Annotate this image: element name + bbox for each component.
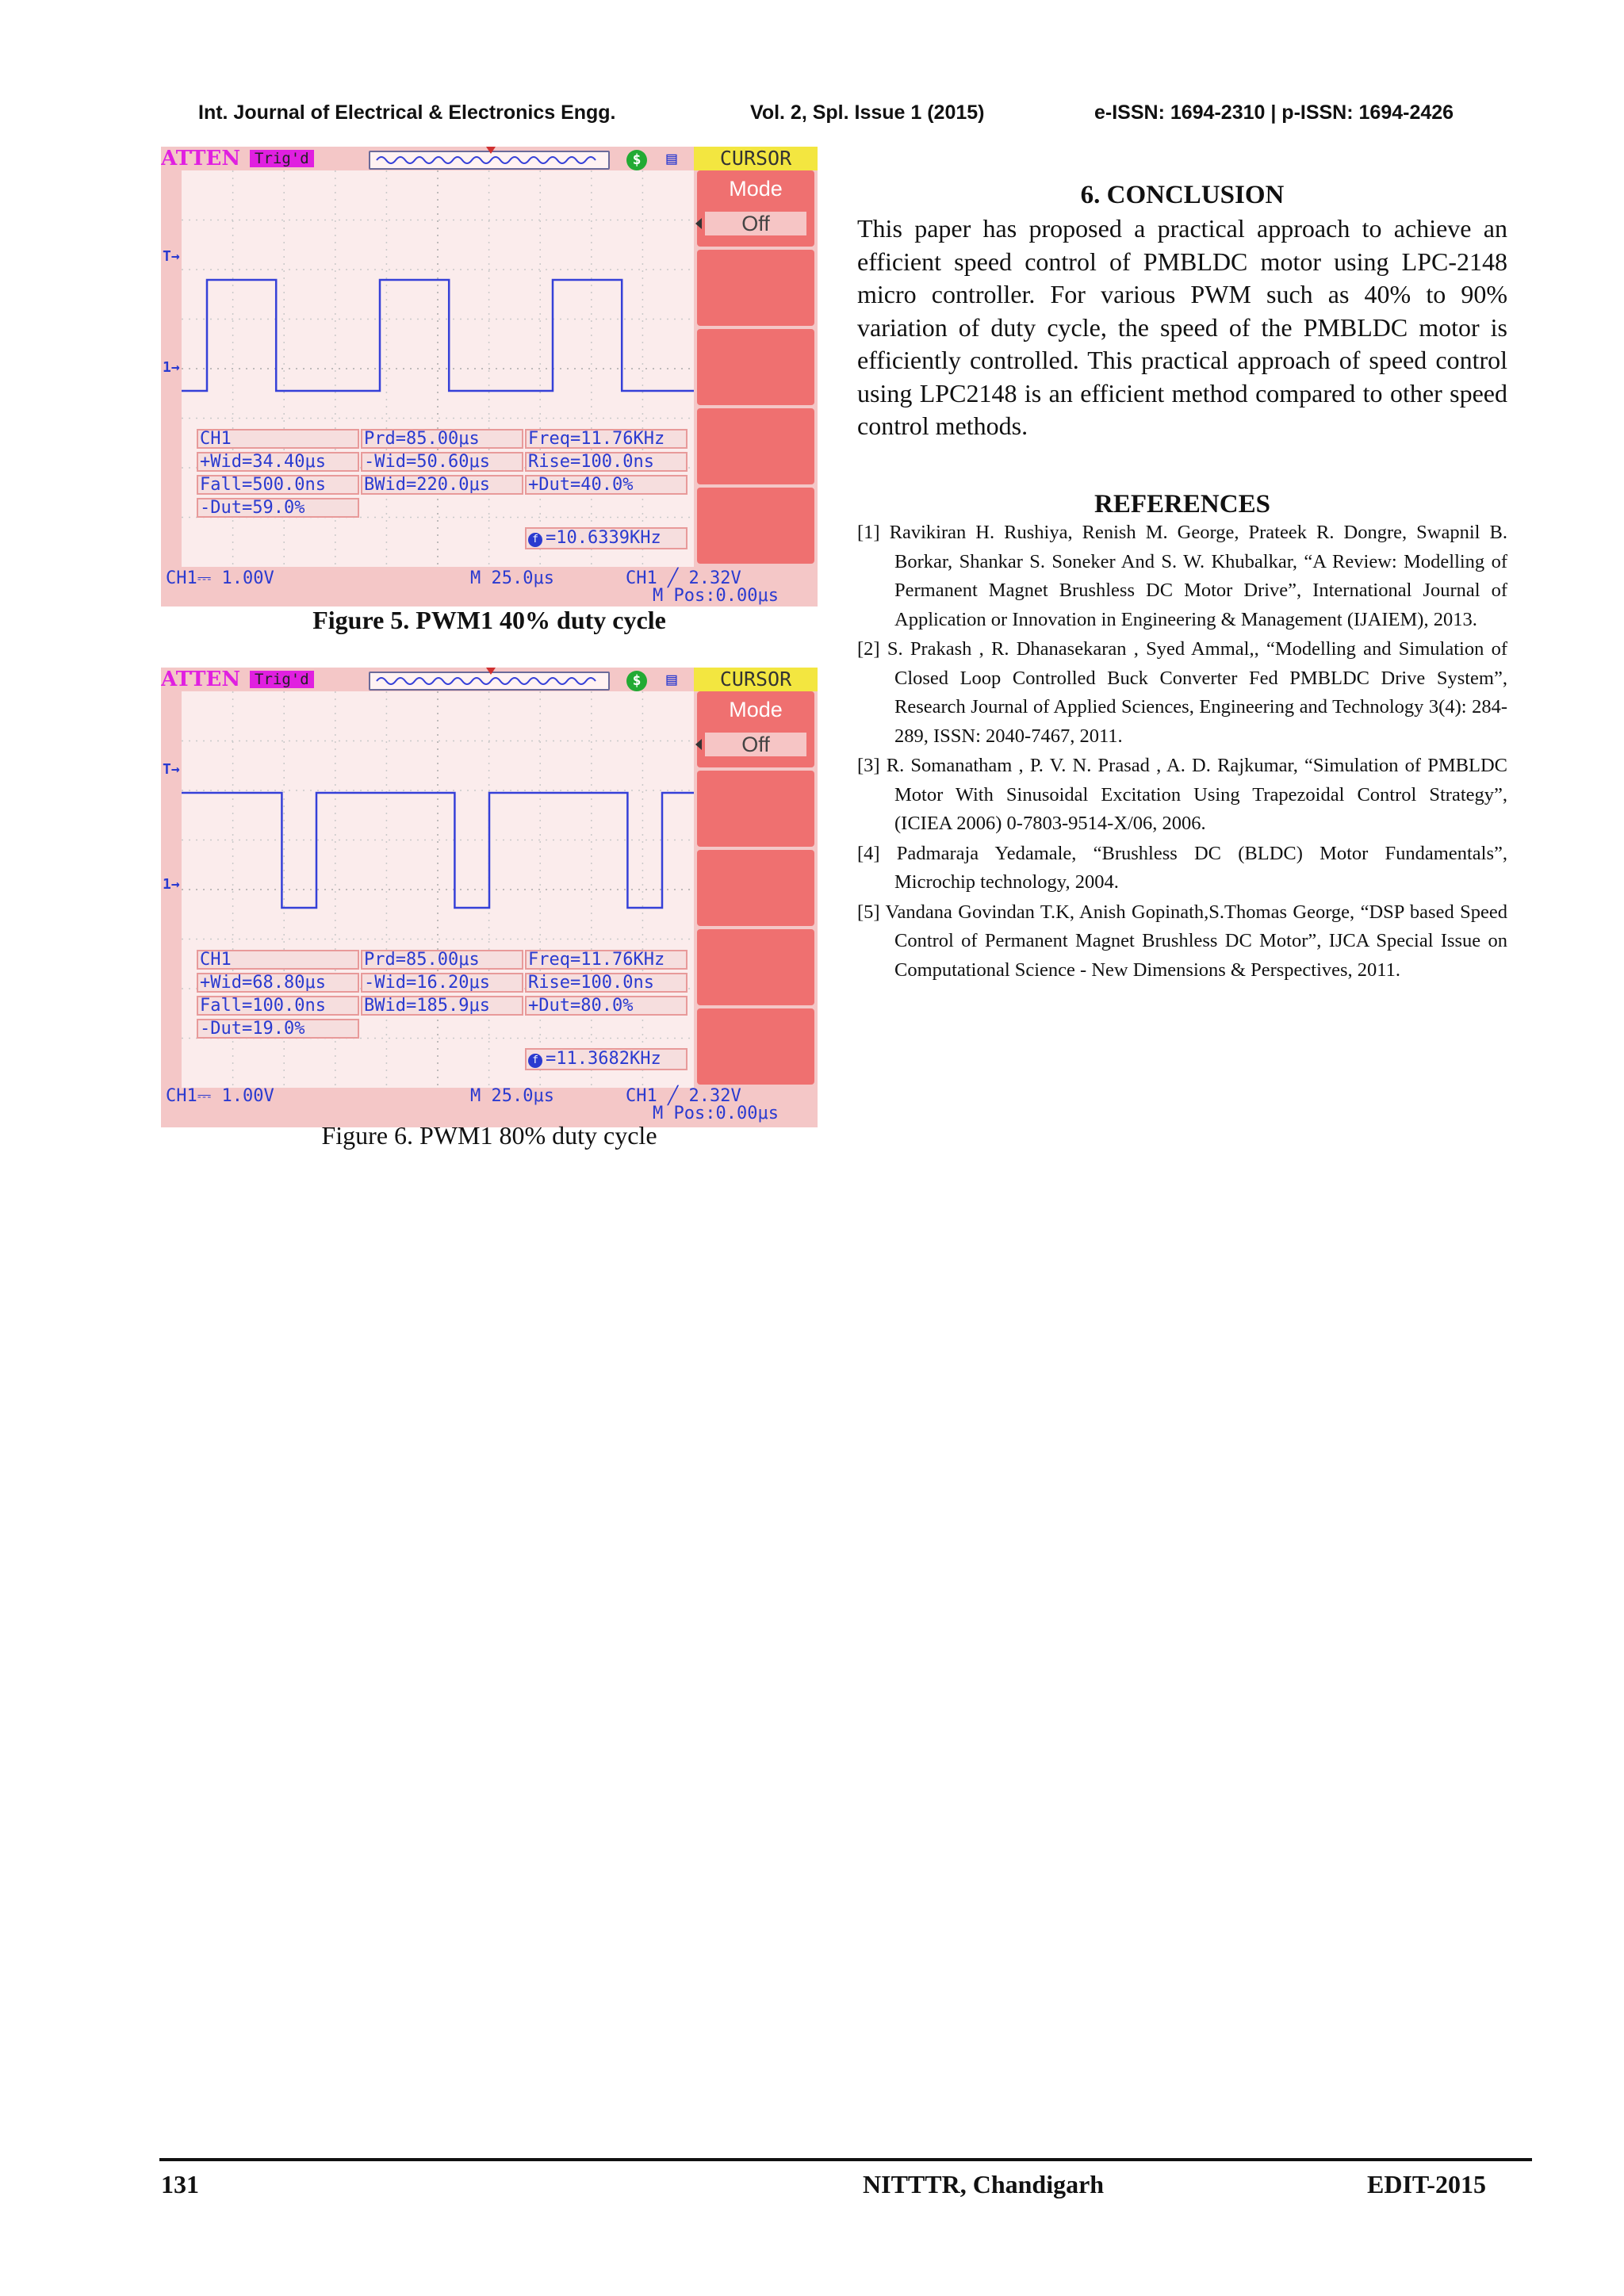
cursor-mode-button[interactable] [697, 170, 814, 247]
meas-rise-time: Rise=100.0ns [525, 452, 688, 472]
mode-label: Mode [729, 177, 783, 201]
trigger-position-icon [486, 147, 496, 154]
trigger-level-marker: T→ [163, 248, 180, 265]
menu-button-4[interactable] [697, 929, 814, 1005]
trigger-level: CH1 ╱ 2.32V [626, 1086, 741, 1106]
meas-period: Prd=85.00μs [361, 429, 523, 449]
journal-name: Int. Journal of Electrical & Electronics Engg. [198, 101, 616, 124]
meas-channel: CH1 [197, 950, 359, 970]
frequency-counter [525, 527, 688, 549]
meas-burst-width: BWid=220.0μs [361, 475, 523, 495]
mode-value-off: Off [705, 212, 806, 235]
meas-rise-time: Rise=100.0ns [525, 973, 688, 993]
menu-button-5[interactable] [697, 488, 814, 564]
frequency-counter [525, 1048, 688, 1070]
scope-top-bar [161, 147, 694, 170]
meas-frequency: Freq=11.76KHz [525, 950, 688, 970]
footer-institute: NITTTR, Chandigarh [863, 2170, 1105, 2198]
counter-value: =10.6339KHz [546, 528, 661, 548]
references-heading: REFERENCES [1094, 490, 1270, 519]
meas-negative-duty: -Dut=59.0% [197, 498, 359, 518]
cursor-menu [694, 147, 818, 607]
figure-6-caption: Figure 6. PWM1 80% duty cycle [321, 1121, 657, 1150]
meas-fall-time: Fall=500.0ns [197, 475, 359, 495]
reference-item: [5] Vandana Govindan T.K, Anish Gopinath,S.Thomas George, “DSP based Speed Control of Permanent Magnet Brushless DC Motor”, IJCA Special Issue on Computational Science - New Dimensions & Perspectives, 2011. [857, 901, 1507, 981]
counter-icon: f [528, 533, 542, 547]
footer-event: EDIT-2015 [1367, 2170, 1486, 2198]
menu-button-4[interactable] [697, 408, 814, 484]
oscilloscope-figure-6 [161, 668, 818, 1127]
run-status-icon: $ [626, 150, 647, 170]
run-status-icon: $ [626, 671, 647, 691]
meas-channel: CH1 [197, 429, 359, 449]
atten-logo: ATTEN [161, 147, 241, 170]
conclusion-text: This paper has proposed a practical approach to achieve an efficient speed control of PMBLDC motor using LPC-2148 micro controller. For various PWM such as 40% to 90% variation of duty cycle, the speed of the PMBLDC motor is efficiently controlled. This practical approach of speed control using LPC2148 is an efficient method compared to other speed control methods. [857, 214, 1507, 440]
menu-button-3[interactable] [697, 850, 814, 926]
meas-period: Prd=85.00μs [361, 950, 523, 970]
mode-value-off: Off [705, 733, 806, 756]
figure-5-caption: Figure 5. PWM1 40% duty cycle [312, 606, 666, 634]
channel-1-ground-marker: 1→ [163, 359, 180, 376]
timebase: M 25.0μs [470, 1086, 554, 1106]
trigger-status-badge: Trig'd [250, 150, 314, 167]
cursor-menu [694, 668, 818, 1127]
cursor-menu-title: CURSOR [694, 147, 818, 170]
meas-frequency: Freq=11.76KHz [525, 429, 688, 449]
scope-top-bar [161, 668, 694, 691]
trigger-level: CH1 ╱ 2.32V [626, 568, 741, 588]
reference-item: [2] S. Prakash , R. Dhanasekaran , Syed Ammal,, “Modelling and Simulation of Closed Loop Controlled Buck Converter Fed PMBLDC Drive System”, Research Journal of Applied Sciences, Engineering and Technology 3(4): 284-289, ISSN: 2040-7467, 2011. [857, 638, 1507, 747]
cursor-mode-button[interactable] [697, 691, 814, 767]
channel-1-ground-marker: 1→ [163, 876, 180, 893]
meas-negative-width: -Wid=16.20μs [361, 973, 523, 993]
ch1-scale: CH1⎓ 1.00V [166, 1086, 274, 1106]
atten-logo: ATTEN [161, 668, 241, 691]
reference-item: [1] Ravikiran H. Rushiya, Renish M. George, Prateek R. Dongre, Swapnil B. Borkar, Shankar S. Soneker And S. W. Khubalkar, “A Review: Modelling of Permanent Magnet Brushless DC Motor Drive”, International Journal of Application or Innovation in Engineering & Management (IJAIEM), 2013. [857, 522, 1507, 630]
menu-button-2[interactable] [697, 250, 814, 326]
page-number: 131 [161, 2170, 199, 2198]
horizontal-position: M Pos:0.00μs [653, 1104, 779, 1123]
meas-fall-time: Fall=100.0ns [197, 996, 359, 1016]
counter-value: =11.3682KHz [546, 1049, 661, 1069]
timebase: M 25.0μs [470, 568, 554, 588]
menu-button-2[interactable] [697, 771, 814, 847]
waveform-overview-icon [370, 152, 608, 168]
trigger-status-badge: Trig'd [250, 671, 314, 688]
journal-issn: e-ISSN: 1694-2310 | p-ISSN: 1694-2426 [1094, 101, 1454, 124]
usb-storage-icon: ▤ [666, 149, 677, 169]
cursor-menu-title: CURSOR [694, 668, 818, 691]
counter-icon: f [528, 1054, 542, 1068]
selected-arrow-icon [695, 739, 702, 750]
trigger-position-icon [486, 668, 496, 675]
footer-rule [159, 2158, 1532, 2161]
meas-positive-duty: +Dut=40.0% [525, 475, 688, 495]
ch1-scale: CH1⎓ 1.00V [166, 568, 274, 588]
mode-label: Mode [729, 698, 783, 721]
menu-button-5[interactable] [697, 1008, 814, 1085]
pwm-trace [182, 793, 694, 908]
conclusion-heading: 6. CONCLUSION [1080, 181, 1285, 209]
horizontal-position: M Pos:0.00μs [653, 586, 779, 606]
references-list [857, 519, 1507, 985]
journal-volume: Vol. 2, Spl. Issue 1 (2015) [750, 101, 985, 124]
waveform-overview-icon [370, 673, 608, 689]
meas-negative-width: -Wid=50.60μs [361, 452, 523, 472]
oscilloscope-figure-5 [161, 147, 818, 607]
meas-negative-duty: -Dut=19.0% [197, 1019, 359, 1039]
menu-button-3[interactable] [697, 329, 814, 405]
reference-item: [4] Padmaraja Yedamale, “Brushless DC (BLDC) Motor Fundamentals”, Microchip technology, 2004. [857, 842, 1507, 893]
meas-positive-width: +Wid=68.80μs [197, 973, 359, 993]
meas-positive-width: +Wid=34.40μs [197, 452, 359, 472]
meas-positive-duty: +Dut=80.0% [525, 996, 688, 1016]
meas-burst-width: BWid=185.9μs [361, 996, 523, 1016]
selected-arrow-icon [695, 218, 702, 229]
usb-storage-icon: ▤ [666, 670, 677, 690]
reference-item: [3] R. Somanatham , P. V. N. Prasad , A. D. Rajkumar, “Simulation of PMBLDC Motor With Sinusoidal Excitation Using Trapezoidal Control Strategy”, (ICIEA 2006) 0-7803-9514-X/06, 2006. [857, 755, 1507, 834]
trigger-level-marker: T→ [163, 761, 180, 778]
